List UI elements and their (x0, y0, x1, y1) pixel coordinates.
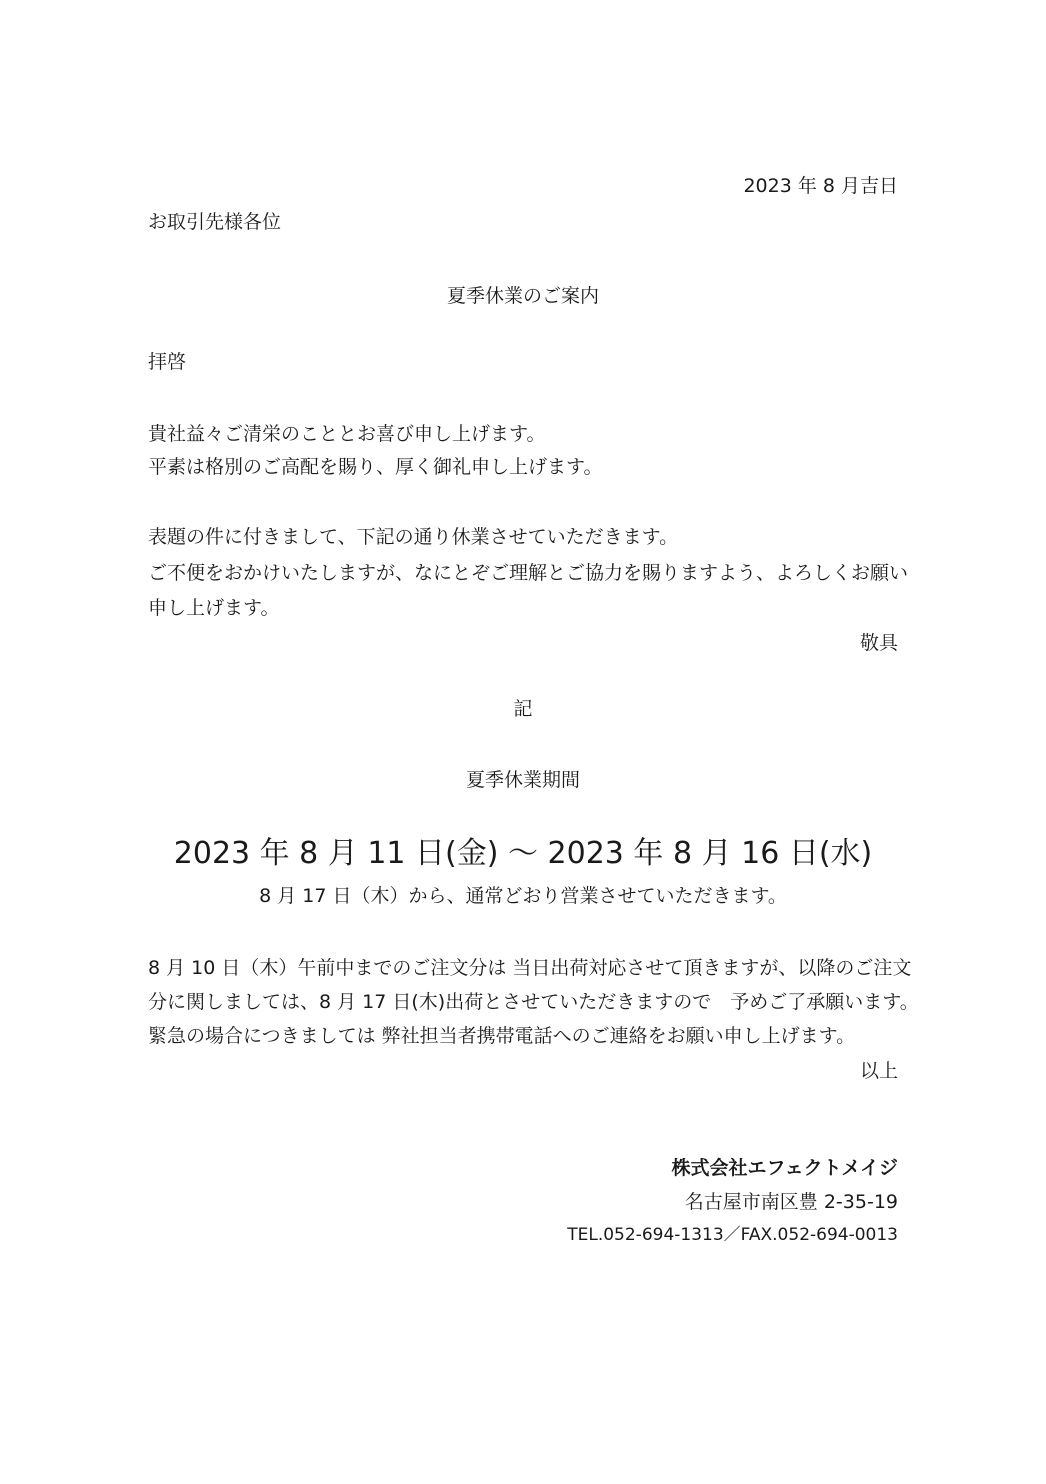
recipient: お取引先様各位 (148, 211, 282, 233)
note-line-2: 分に関しましては、8 月 17 日(木)出荷とさせていただきますので 予めご了承願います。 (148, 991, 919, 1013)
closing-word: 敬具 (859, 632, 898, 654)
holiday-period: 2023 年 8 月 11 日(金) ～ 2023 年 8 月 16 日(水) (173, 836, 873, 871)
ki-heading: 記 (513, 698, 533, 720)
company-name: 株式会社エフェクトメイジ (671, 1157, 898, 1179)
company-contact: TEL.052-694-1313／FAX.052-694-0013 (567, 1225, 898, 1245)
resume-notice: 8 月 17 日（木）から、通常どおり営業させていただきます。 (259, 885, 787, 907)
issue-date: 2023 年 8 月吉日 (743, 175, 898, 197)
greeting-line-2: 平素は格別のご高配を賜り、厚く御礼申し上げます。 (148, 456, 603, 478)
note-line-3: 緊急の場合につきましては 弊社担当者携帯電話へのご連絡をお願い申し上げます。 (148, 1025, 856, 1047)
opening-word: 拝啓 (148, 351, 187, 373)
note-line-1: 8 月 10 日（木）午前中までのご注文分は 当日出荷対応させて頂きますが、以降のご注文 (148, 957, 912, 979)
body-line-1: 表題の件に付きまして、下記の通り休業させていただきます。 (148, 526, 679, 548)
body-line-2: ご不便をおかけいたしますが、なにとぞご理解とご協力を賜りますよう、よろしくお願い (148, 562, 909, 584)
greeting-line-1: 貴社益々ご清栄のこととお喜び申し上げます。 (148, 423, 546, 445)
period-heading: 夏季休業期間 (465, 769, 580, 791)
company-address: 名古屋市南区豊 2-35-19 (684, 1191, 898, 1213)
document-title: 夏季休業のご案内 (446, 285, 599, 307)
end-word: 以上 (859, 1060, 898, 1082)
body-line-3: 申し上げます。 (148, 597, 280, 619)
